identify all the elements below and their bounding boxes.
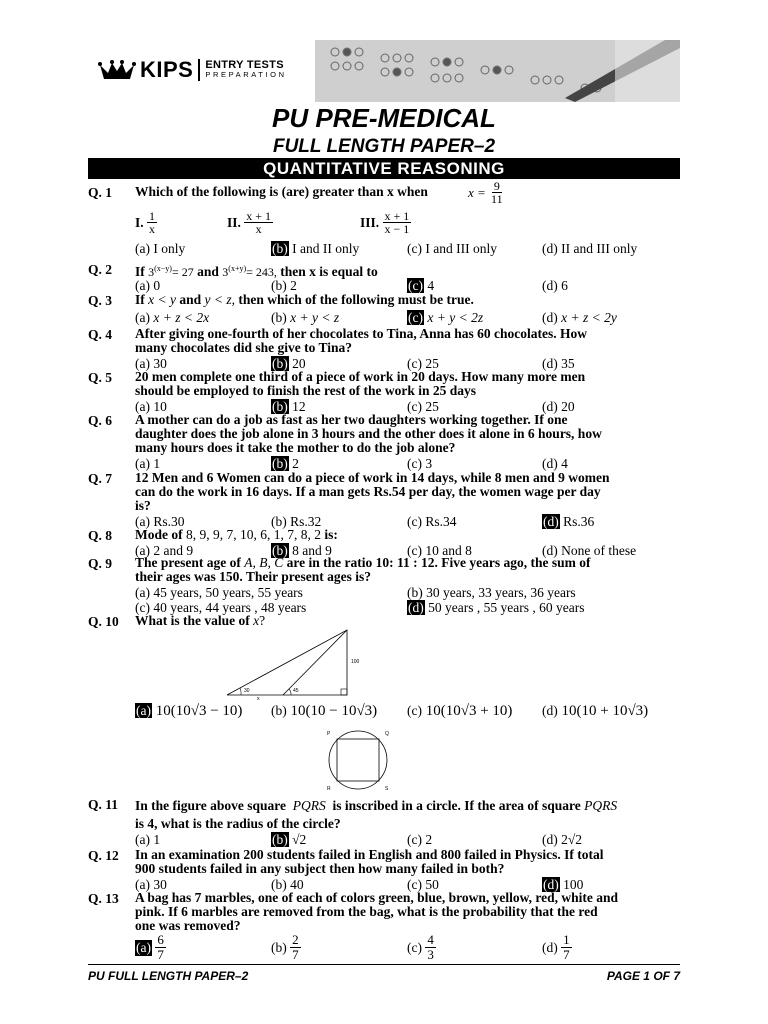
answer-mark: (b) bbox=[272, 241, 288, 256]
fraction bbox=[383, 210, 412, 235]
option-b bbox=[271, 933, 301, 962]
numerator: 4 bbox=[427, 932, 434, 947]
option-c: (c) I and III only bbox=[407, 241, 497, 256]
option-text: √2 bbox=[288, 832, 307, 847]
text-line: In an examination 200 students failed in English and 800 failed in Physics. If total bbox=[135, 847, 604, 862]
vars: A, B, C bbox=[244, 555, 284, 570]
question-number: Q. 12 bbox=[88, 848, 119, 863]
figure-label: 45 bbox=[293, 688, 299, 694]
option-c: (c) Rs.34 bbox=[407, 514, 457, 529]
expr: 10(10 − 10√3) bbox=[290, 703, 378, 719]
expr: x + y < 2z bbox=[427, 310, 484, 325]
question-text bbox=[135, 293, 474, 307]
option-c: (c) 50 bbox=[407, 877, 439, 892]
answer-mark: (d) bbox=[543, 514, 559, 529]
exponent: (x−y) bbox=[154, 264, 172, 273]
label: (b) bbox=[271, 310, 287, 325]
answer-mark: (a) bbox=[136, 939, 151, 955]
values: 8, 9, 9, 7, 10, 6, 1, 7, 8, 2 bbox=[186, 527, 321, 542]
option-a: (a) 0 bbox=[135, 278, 161, 293]
logo-sub2: PREPARATION bbox=[205, 70, 287, 79]
text-line: is? bbox=[135, 498, 151, 514]
option-a: (a) I only bbox=[135, 241, 186, 256]
text-line: pink. If 6 marbles are removed from the bag, what is the probability that the red bbox=[135, 904, 598, 920]
option-d bbox=[542, 514, 594, 530]
triangle-figure bbox=[225, 625, 360, 700]
option-text: 4 bbox=[423, 278, 435, 293]
figure-label: P bbox=[327, 731, 331, 737]
question-text bbox=[135, 556, 590, 584]
fraction bbox=[489, 180, 505, 205]
logo-subtitle bbox=[205, 60, 286, 80]
text-line: 900 students failed in any subject then how many failed in both? bbox=[135, 861, 505, 877]
option-d: (d) 4 bbox=[542, 456, 568, 471]
fraction bbox=[290, 933, 301, 962]
label: III. bbox=[360, 214, 380, 230]
expr: y < z, bbox=[204, 292, 235, 307]
option-c: (c) 40 years, 44 years , 48 years bbox=[135, 600, 307, 615]
option-a: (a) 1 bbox=[135, 832, 161, 847]
question-number: Q. 3 bbox=[88, 293, 113, 308]
option-a: (a) Rs.30 bbox=[135, 514, 185, 529]
text: If bbox=[135, 264, 145, 279]
option-d bbox=[407, 600, 584, 616]
text: and bbox=[179, 292, 202, 307]
option-c bbox=[407, 933, 436, 962]
option-a: (a) 2 and 9 bbox=[135, 543, 194, 558]
question-number: Q. 8 bbox=[88, 528, 113, 543]
option-text: I and II only bbox=[288, 241, 360, 256]
text-line: their ages was 150. Their present ages is? bbox=[135, 569, 371, 585]
option-text: 2 bbox=[288, 456, 299, 471]
text-line: is 4, what is the radius of the circle? bbox=[135, 816, 341, 831]
question-text bbox=[135, 848, 603, 876]
label: I. bbox=[135, 214, 144, 230]
label: (c) bbox=[407, 939, 422, 955]
text-line: daughter does the job alone in 3 hours and the other does it alone in 6 hours, how bbox=[135, 426, 602, 442]
text-line: can do the work in 16 days. If a man gets Rs.54 per day, the women wage per day bbox=[135, 484, 601, 500]
denominator: 7 bbox=[157, 947, 164, 962]
question-number: Q. 1 bbox=[88, 185, 113, 200]
text: is inscribed in a circle. If the area of square bbox=[332, 798, 581, 813]
option-d: (d) None of these bbox=[542, 543, 637, 558]
text: The present age of bbox=[135, 555, 241, 570]
option-a bbox=[135, 703, 242, 720]
text: then which of the following must be true. bbox=[238, 292, 474, 307]
option-c: (c) 2 bbox=[407, 832, 433, 847]
answer-mark: (a) bbox=[136, 703, 151, 718]
question-number: Q. 11 bbox=[88, 797, 119, 812]
text: and bbox=[197, 264, 219, 279]
answer-mark: (b) bbox=[272, 356, 288, 371]
figure-label: x bbox=[257, 696, 260, 700]
answer-sheet-image bbox=[315, 40, 680, 102]
numerator: 2 bbox=[292, 932, 299, 947]
option-d bbox=[542, 933, 572, 962]
question-number: Q. 5 bbox=[88, 370, 113, 385]
question-text bbox=[135, 471, 610, 514]
answer-mark: (c) bbox=[408, 278, 423, 293]
logo-sub1: ENTRY TESTS bbox=[205, 59, 284, 71]
q2-expr1 bbox=[148, 265, 194, 279]
expr: 10(10 + 10√3) bbox=[561, 703, 649, 719]
text: If bbox=[135, 292, 145, 307]
q2-expr2 bbox=[222, 265, 277, 279]
answer-mark: (d) bbox=[408, 600, 424, 615]
option-b: (b) 30 years, 33 years, 36 years bbox=[407, 585, 576, 600]
option-c bbox=[407, 310, 483, 326]
numerator: x + 1 bbox=[384, 209, 410, 223]
denominator: x bbox=[149, 222, 156, 236]
header-photo-answer-sheet bbox=[315, 40, 680, 102]
text-line: A mother can do a job as fast as her two daughters working together. If one bbox=[135, 412, 568, 427]
option-b: (b) 40 bbox=[271, 877, 304, 892]
fraction bbox=[425, 933, 436, 962]
question-number: Q. 4 bbox=[88, 327, 113, 342]
question-number: Q. 13 bbox=[88, 891, 119, 906]
question-text bbox=[135, 370, 585, 398]
q1-expression bbox=[468, 180, 505, 205]
option-d: (d) 6 bbox=[542, 278, 568, 293]
label: (c) bbox=[407, 703, 422, 718]
answer-mark: (b) bbox=[272, 543, 288, 558]
label: (d) bbox=[542, 939, 558, 955]
expr: x + y < z bbox=[290, 310, 340, 325]
denominator: 3 bbox=[427, 947, 434, 962]
answer-mark: (c) bbox=[408, 310, 423, 325]
base: 3 bbox=[222, 265, 229, 279]
option-a: (a) 30 bbox=[135, 877, 167, 892]
denominator: 7 bbox=[292, 947, 299, 962]
q1-statement-i bbox=[135, 210, 157, 235]
question-text bbox=[135, 528, 338, 542]
figure-label: S bbox=[385, 786, 389, 792]
text-line: one was removed? bbox=[135, 918, 241, 934]
denominator: 7 bbox=[563, 947, 570, 962]
label: (d) bbox=[542, 703, 558, 718]
option-text: 12 bbox=[288, 399, 306, 414]
option-c: (c) 3 bbox=[407, 456, 433, 471]
figure-label: 30 bbox=[244, 688, 250, 694]
text: is: bbox=[324, 527, 338, 542]
text: ? bbox=[259, 613, 266, 628]
option-d: (d) 35 bbox=[542, 356, 575, 371]
numerator: x + 1 bbox=[246, 209, 272, 223]
option-text: 8 and 9 bbox=[288, 543, 332, 558]
kips-logo bbox=[98, 56, 287, 84]
option-a: (a) 1 bbox=[135, 456, 161, 471]
option-a: (a) 45 years, 50 years, 55 years bbox=[135, 585, 303, 600]
var: PQRS bbox=[292, 798, 326, 813]
option-a: (a) 30 bbox=[135, 356, 167, 371]
option-d bbox=[542, 310, 617, 326]
numerator: 9 bbox=[493, 179, 500, 193]
option-b bbox=[271, 703, 377, 720]
logo-divider bbox=[198, 59, 200, 81]
question-number: Q. 9 bbox=[88, 556, 113, 571]
footer-title: PU FULL LENGTH PAPER–2 bbox=[88, 969, 249, 983]
option-b bbox=[271, 241, 359, 257]
option-text: 100 bbox=[559, 877, 584, 892]
option-a: (a) 10 bbox=[135, 399, 167, 414]
expr: 10(10√3 − 10) bbox=[155, 703, 243, 719]
logo-text: KIPS bbox=[140, 57, 194, 82]
answer-mark: (d) bbox=[543, 877, 559, 892]
option-text: Rs.36 bbox=[559, 514, 595, 529]
expr: x < y bbox=[148, 292, 176, 307]
denominator: x − 1 bbox=[384, 222, 410, 236]
option-d: (d) II and III only bbox=[542, 241, 638, 256]
option-b: (b) Rs.32 bbox=[271, 514, 322, 529]
answer-mark: (b) bbox=[272, 832, 288, 847]
text: then x is equal to bbox=[280, 264, 378, 279]
var: PQRS bbox=[584, 798, 618, 813]
denominator: x bbox=[255, 222, 262, 236]
inscribed-square-figure bbox=[318, 726, 398, 794]
label: II. bbox=[227, 214, 241, 230]
text: What is the value of bbox=[135, 613, 250, 628]
option-c: (c) 10 and 8 bbox=[407, 543, 472, 558]
fraction bbox=[155, 933, 166, 962]
option-text: 20 bbox=[288, 356, 306, 371]
question-text bbox=[135, 262, 378, 279]
option-a bbox=[135, 933, 166, 962]
var: x bbox=[253, 613, 260, 628]
text-line: After giving one-fourth of her chocolates to Tina, Anna has 60 chocolates. How bbox=[135, 326, 587, 341]
page-subtitle: FULL LENGTH PAPER–2 bbox=[272, 136, 496, 157]
figure-label: Q bbox=[385, 731, 389, 737]
answer-mark: (b) bbox=[272, 456, 288, 471]
text: are in the ratio 10: 11 : 12. Five years ago, the sum of bbox=[286, 555, 591, 570]
numerator: 1 bbox=[563, 932, 570, 947]
expr: 10(10√3 + 10) bbox=[425, 703, 513, 719]
option-a bbox=[135, 310, 209, 326]
label: (d) bbox=[542, 310, 558, 325]
base: 3 bbox=[148, 265, 155, 279]
answer-mark: (b) bbox=[272, 399, 288, 414]
section-heading: QUANTITATIVE REASONING bbox=[88, 158, 680, 179]
label: (b) bbox=[271, 939, 287, 955]
fraction bbox=[244, 210, 273, 235]
question-number: Q. 7 bbox=[88, 471, 113, 486]
rhs: = 243, bbox=[246, 265, 277, 279]
denominator: 11 bbox=[491, 192, 503, 206]
q1-statement-iii bbox=[360, 210, 411, 235]
page-number: PAGE 1 OF 7 bbox=[606, 969, 680, 983]
exponent: (x+y) bbox=[228, 264, 247, 273]
option-b bbox=[271, 832, 306, 848]
rhs: = 27 bbox=[171, 265, 194, 279]
text-line bbox=[135, 556, 590, 570]
option-c bbox=[407, 703, 512, 720]
text-line bbox=[135, 797, 617, 815]
question-text bbox=[135, 185, 428, 199]
option-c: (c) 25 bbox=[407, 399, 439, 414]
option-b bbox=[271, 310, 339, 326]
text: In the figure above square bbox=[135, 798, 287, 813]
label: (a) bbox=[135, 310, 150, 325]
text-line: should be employed to finish the rest of the work in 25 days bbox=[135, 383, 477, 399]
option-d: (d) 20 bbox=[542, 399, 575, 414]
numerator: 6 bbox=[157, 932, 164, 947]
expr: x + z < 2x bbox=[153, 310, 210, 325]
question-number: Q. 10 bbox=[88, 614, 119, 629]
numerator: 1 bbox=[149, 209, 156, 223]
option-d bbox=[542, 703, 648, 720]
question-text bbox=[135, 891, 618, 934]
footer-divider bbox=[88, 964, 680, 965]
text-line: 12 Men and 6 Women can do a piece of work in 14 days, while 8 men and 9 women bbox=[135, 470, 610, 485]
expr: x + z < 2y bbox=[561, 310, 617, 325]
q1-text: Which of the following is (are) greater than x when bbox=[135, 184, 428, 199]
text-line: A bag has 7 marbles, one of each of colors green, blue, brown, yellow, red, white and bbox=[135, 890, 619, 905]
text: Mode of bbox=[135, 527, 183, 542]
figure-label: 100 bbox=[351, 659, 360, 665]
text-line: 20 men complete one third of a piece of work in 20 days. How many more men bbox=[135, 369, 586, 384]
text-line: many hours does it take the mother to do the job alone? bbox=[135, 440, 456, 456]
option-c: (c) 25 bbox=[407, 356, 439, 371]
label: (b) bbox=[271, 703, 287, 718]
crown-icon bbox=[98, 59, 136, 81]
option-d: (d) 2√2 bbox=[542, 832, 583, 847]
figure-label: R bbox=[327, 786, 331, 792]
question-number: Q. 2 bbox=[88, 262, 113, 277]
q1-statement-ii bbox=[227, 210, 273, 235]
question-text bbox=[135, 797, 617, 833]
option-b: (b) 2 bbox=[271, 278, 297, 293]
q1-expr-lhs: x = bbox=[468, 184, 486, 200]
question-number: Q. 6 bbox=[88, 413, 113, 428]
fraction bbox=[147, 210, 157, 235]
page-title: PU PRE-MEDICAL bbox=[272, 103, 496, 133]
option-text: 50 years , 55 years , 60 years bbox=[424, 600, 585, 615]
text-line: many chocolates did she give to Tina? bbox=[135, 340, 353, 356]
question-text bbox=[135, 327, 587, 355]
question-text bbox=[135, 413, 602, 456]
fraction bbox=[561, 933, 572, 962]
